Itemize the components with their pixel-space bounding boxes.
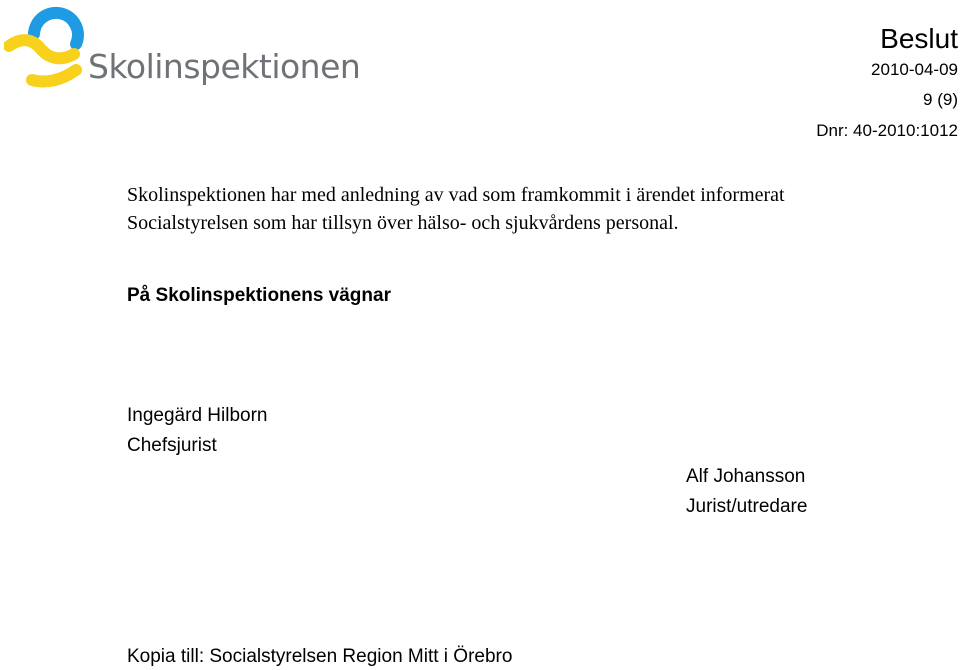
logo-mark-icon (4, 4, 88, 90)
paragraph-line: Socialstyrelsen som har tillsyn över hälso- och sjukvårdens personal. (127, 212, 679, 234)
agency-logo (4, 4, 361, 94)
signatory-name: Alf Johansson (686, 466, 806, 487)
signatory-title: Chefsjurist (127, 435, 217, 456)
document-header-info (816, 22, 958, 141)
case-number: Dnr: 40-2010:1012 (816, 121, 958, 140)
copy-to-line: Kopia till: Socialstyrelsen Region Mitt i Örebro (127, 646, 513, 667)
signatory-block (686, 462, 807, 522)
decision-paragraph (127, 181, 927, 237)
signatory-name: Ingegärd Hilborn (127, 405, 268, 426)
paragraph-line: Skolinspektionen har med anledning av vad som framkommit i ärendet informerat (127, 184, 785, 206)
page-number: 9 (9) (923, 90, 958, 109)
signatory-title: Jurist/utredare (686, 496, 808, 517)
signatory-block (127, 401, 267, 461)
logo-wordmark: Skolinspektionen (88, 47, 361, 86)
on-behalf-heading: På Skolinspektionens vägnar (127, 285, 391, 306)
document-date: 2010-04-09 (871, 60, 958, 79)
document-type: Beslut (880, 23, 958, 54)
